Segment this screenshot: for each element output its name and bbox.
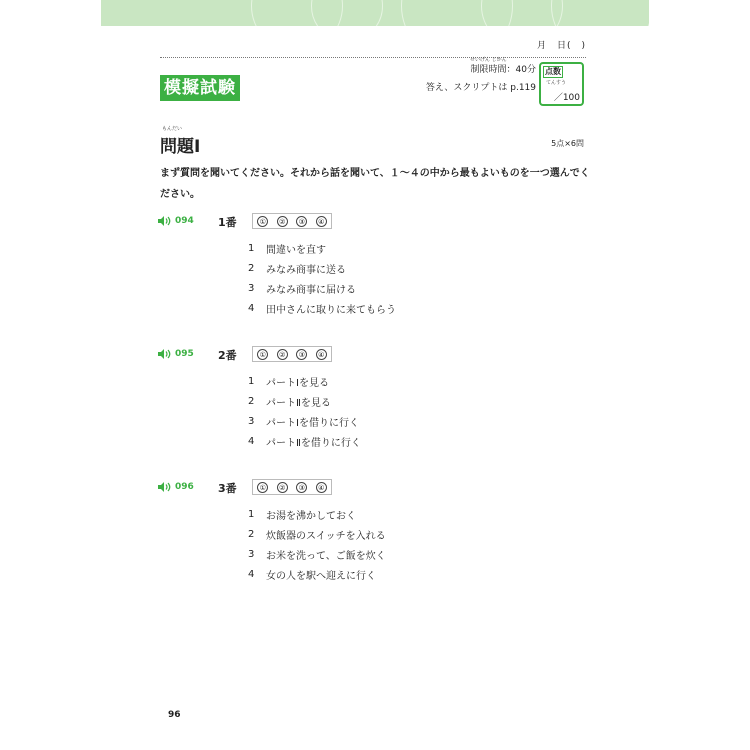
answer-option-1[interactable]: ①	[257, 349, 268, 360]
section-title: 模擬試験	[160, 75, 240, 101]
question-number: 1番	[218, 216, 237, 229]
question-set-title: 問題Ⅰ	[160, 137, 201, 157]
answer-options	[252, 479, 332, 495]
choice-item: 1 パートⅠを見る	[248, 375, 329, 389]
date-field: 月 日( )	[536, 41, 586, 51]
answer-option-3[interactable]: ③	[296, 349, 307, 360]
score-label: 点数	[545, 67, 561, 76]
choice-item: 2 炊飯器のスイッチを入れる	[248, 528, 386, 542]
choice-list	[248, 504, 386, 584]
choice-item: 1 お湯を沸かしておく	[248, 508, 356, 522]
choice-item: 4 パートⅡを借りに行く	[248, 435, 361, 449]
choice-item: 3 みなみ商事に届ける	[248, 282, 356, 296]
choice-item: 4 田中さんに取りに来てもらう	[248, 302, 396, 316]
question-number: 2番	[218, 349, 237, 362]
score-label-furigana: てんすう	[546, 80, 567, 86]
choice-item: 3 パートⅠを借りに行く	[248, 415, 359, 429]
answer-option-2[interactable]: ②	[277, 349, 288, 360]
track-number: 094	[175, 216, 194, 226]
time-limit: 制限時間：40分	[470, 65, 536, 75]
answer-options	[252, 213, 332, 229]
answer-options	[252, 346, 332, 362]
header-banner	[101, 0, 649, 26]
choice-item: 2 パートⅡを見る	[248, 395, 331, 409]
question-number: 3番	[218, 482, 237, 495]
audio-track-094[interactable]	[158, 216, 194, 226]
choice-item: 1 間違いを直す	[248, 242, 326, 256]
speaker-icon	[158, 482, 172, 492]
title-furigana: もんだい	[162, 126, 183, 132]
page-number: 96	[168, 710, 181, 720]
track-number: 095	[175, 349, 194, 359]
answer-option-4[interactable]: ④	[316, 349, 327, 360]
question-block-2	[158, 349, 588, 459]
answer-option-3[interactable]: ③	[296, 216, 307, 227]
answer-option-1[interactable]: ①	[257, 482, 268, 493]
answer-option-1[interactable]: ①	[257, 216, 268, 227]
answer-option-4[interactable]: ④	[316, 482, 327, 493]
question-block-1	[158, 216, 588, 326]
points-info: 5点×6問	[551, 139, 584, 148]
answer-option-2[interactable]: ②	[277, 216, 288, 227]
divider	[160, 57, 586, 58]
choice-list	[248, 238, 396, 318]
answer-option-2[interactable]: ②	[277, 482, 288, 493]
audio-track-096[interactable]	[158, 482, 194, 492]
choice-list	[248, 371, 361, 451]
score-total: ／100	[553, 93, 580, 103]
speaker-icon	[158, 216, 172, 226]
time-limit-furigana: せいげん じかん	[470, 57, 507, 63]
question-block-3	[158, 482, 588, 592]
choice-item: 2 みなみ商事に送る	[248, 262, 346, 276]
script-reference: 答え、スクリプトは p.119	[425, 83, 536, 93]
answer-option-3[interactable]: ③	[296, 482, 307, 493]
choice-item: 4 女の人を駅へ迎えに行く	[248, 568, 376, 582]
track-number: 096	[175, 482, 194, 492]
answer-option-4[interactable]: ④	[316, 216, 327, 227]
speaker-icon	[158, 349, 172, 359]
choice-item: 3 お米を洗って、ご飯を炊く	[248, 548, 386, 562]
audio-track-095[interactable]	[158, 349, 194, 359]
score-box	[539, 62, 584, 106]
instructions: まず質問を聞いてください。それから話を聞いて、１～４の中から最もよいものを一つ選んでください。	[160, 168, 590, 200]
